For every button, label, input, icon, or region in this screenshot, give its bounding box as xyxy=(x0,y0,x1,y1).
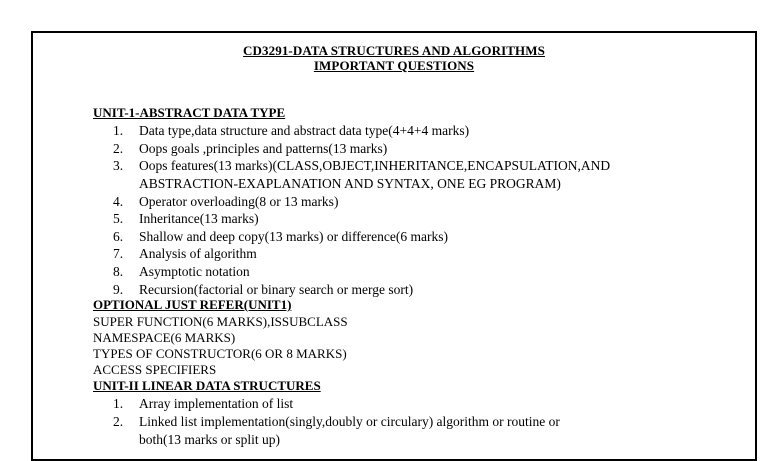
optional-line: TYPES OF CONSTRUCTOR(6 OR 8 MARKS) xyxy=(93,346,347,361)
optional-heading: OPTIONAL JUST REFER(UNIT1) xyxy=(93,297,292,312)
item-text: Inheritance(13 marks) xyxy=(139,211,259,226)
list-item xyxy=(113,157,610,175)
optional-line: NAMESPACE(6 MARKS) xyxy=(93,330,236,345)
item-number: 7. xyxy=(113,246,124,261)
item-text: both(13 marks or split up) xyxy=(139,432,280,447)
list-item-continuation xyxy=(113,431,280,449)
unit2-heading: UNIT-II LINEAR DATA STRUCTURES xyxy=(93,378,321,393)
item-number: 6. xyxy=(113,229,124,244)
item-text: Oops goals ,principles and patterns(13 marks) xyxy=(139,141,388,156)
item-text: Shallow and deep copy(13 marks) or difference(6 marks) xyxy=(139,229,449,244)
item-text: Linked list implementation(singly,doubly or circulary) algorithm or routine or xyxy=(139,414,560,429)
list-item xyxy=(113,395,293,413)
item-number: 8. xyxy=(113,264,124,279)
optional-line: SUPER FUNCTION(6 MARKS),ISSUBCLASS xyxy=(93,314,348,329)
list-item xyxy=(113,281,413,299)
item-number: 4. xyxy=(113,194,124,209)
list-item xyxy=(113,140,387,158)
item-number: 1. xyxy=(113,396,124,411)
item-text: Analysis of algorithm xyxy=(139,246,257,261)
list-item xyxy=(113,263,250,281)
item-text: Asymptotic notation xyxy=(139,264,250,279)
list-item xyxy=(113,413,560,431)
item-number: 1. xyxy=(113,123,124,138)
unit1-heading: UNIT-1-ABSTRACT DATA TYPE xyxy=(93,105,286,120)
item-text: Recursion(factorial or binary search or merge sort) xyxy=(139,282,414,297)
item-number: 5. xyxy=(113,211,124,226)
list-item xyxy=(113,122,469,140)
item-number: 3. xyxy=(113,158,124,173)
item-text: ABSTRACTION-EXAPLANATION AND SYNTAX, ONE EG PROGRAM) xyxy=(139,176,561,191)
list-item-continuation xyxy=(113,175,561,193)
optional-line: ACCESS SPECIFIERS xyxy=(93,362,217,377)
item-number: 2. xyxy=(113,414,124,429)
item-text: Array implementation of list xyxy=(139,396,294,411)
list-item xyxy=(113,193,338,211)
item-text: Oops features(13 marks)(CLASS,OBJECT,INHERITANCE,ENCAPSULATION,AND xyxy=(139,158,611,173)
document-title: CD3291-DATA STRUCTURES AND ALGORITHMS xyxy=(243,43,545,58)
document-page xyxy=(31,31,757,461)
list-item xyxy=(113,245,257,263)
list-item xyxy=(113,210,259,228)
document-subtitle: IMPORTANT QUESTIONS xyxy=(313,58,475,73)
list-item xyxy=(113,228,448,246)
item-number: 9. xyxy=(113,282,124,297)
item-text: Operator overloading(8 or 13 marks) xyxy=(139,194,339,209)
item-text: Data type,data structure and abstract data type(4+4+4 marks) xyxy=(139,123,470,138)
item-number: 2. xyxy=(113,141,124,156)
